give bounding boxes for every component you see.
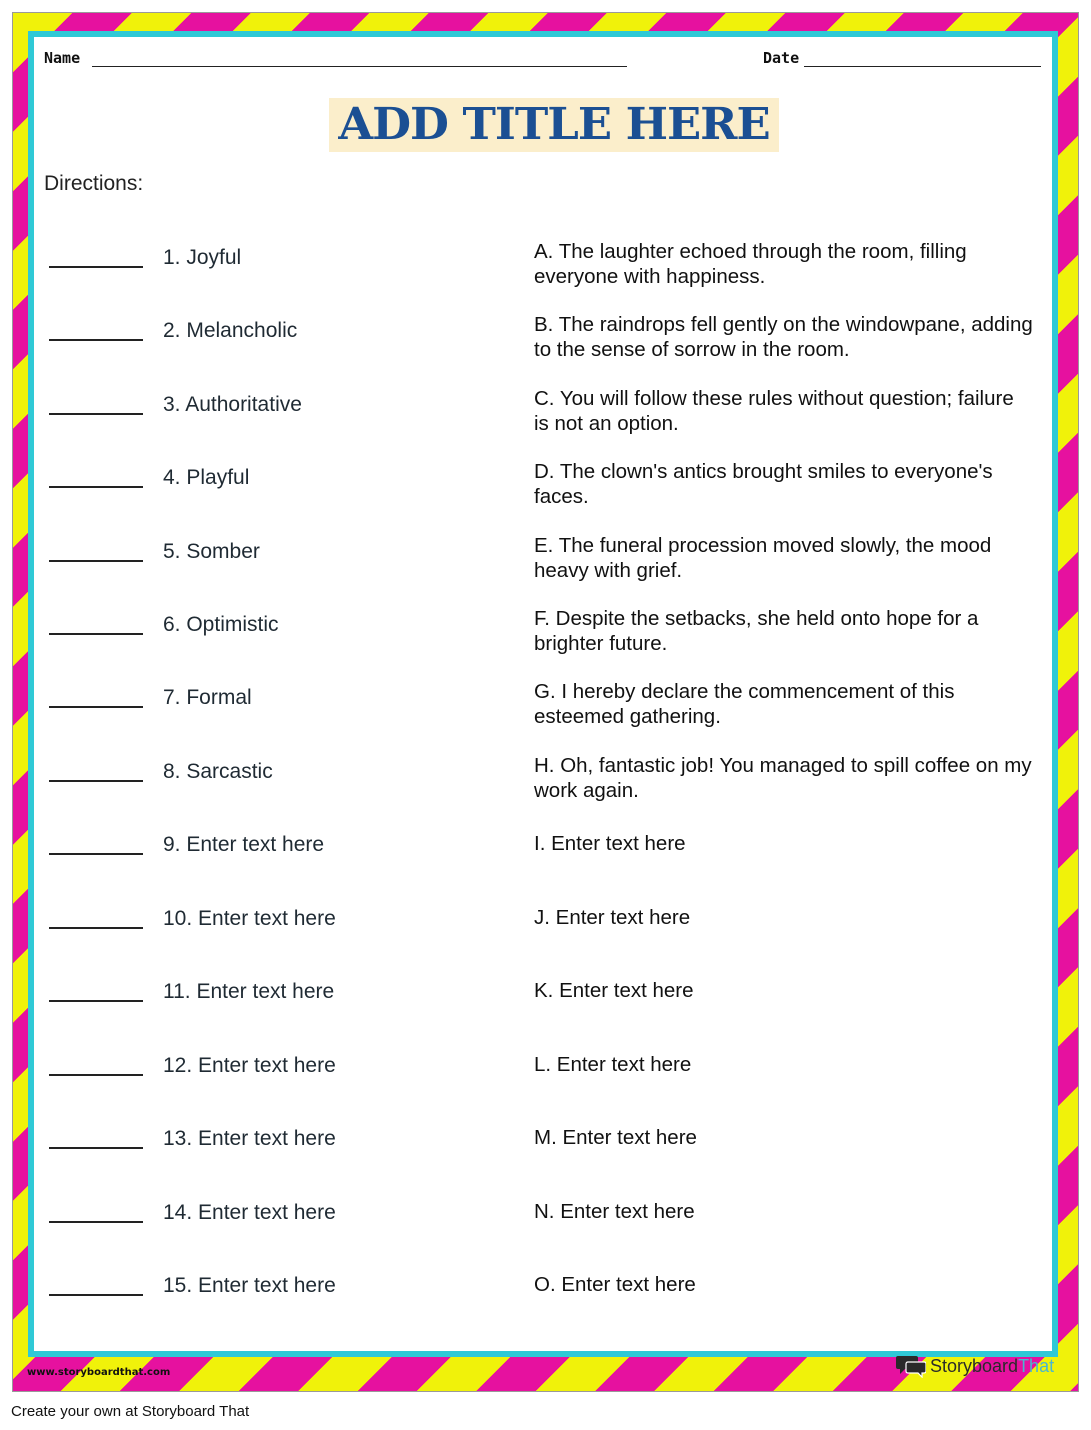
answer-blank[interactable] bbox=[49, 853, 143, 855]
term-label: 3. Authoritative bbox=[163, 393, 302, 416]
term-label: 8. Sarcastic bbox=[163, 760, 273, 783]
name-label: Name bbox=[44, 49, 81, 67]
description-text: M. Enter text here bbox=[534, 1126, 697, 1149]
list-item bbox=[0, 827, 1091, 887]
title-highlight bbox=[329, 98, 779, 152]
list-item bbox=[0, 313, 1091, 373]
list-item bbox=[0, 1048, 1091, 1108]
term-label: 6. Optimistic bbox=[163, 613, 279, 636]
term-label: 1. Joyful bbox=[163, 246, 242, 269]
list-item bbox=[0, 387, 1091, 447]
answer-blank[interactable] bbox=[49, 339, 143, 341]
term-label: 2. Melancholic bbox=[163, 319, 298, 342]
answer-blank[interactable] bbox=[49, 706, 143, 708]
create-your-own-caption: Create your own at Storyboard That bbox=[11, 1403, 250, 1420]
storyboardthat-logo bbox=[896, 1353, 1054, 1379]
description-text: O. Enter text here bbox=[534, 1273, 696, 1296]
list-item bbox=[0, 240, 1091, 300]
brand-text: Storyboard bbox=[930, 1355, 1019, 1376]
answer-blank[interactable] bbox=[49, 266, 143, 268]
answer-blank[interactable] bbox=[49, 1294, 143, 1296]
description-text: B. The raindrops fell gently on the windowpane, adding to the sense of sorrow in the room. bbox=[534, 313, 1033, 361]
description-text: E. The funeral procession moved slowly, the mood heavy with grief. bbox=[534, 534, 992, 582]
name-line bbox=[92, 66, 627, 67]
list-item bbox=[0, 680, 1091, 740]
term-label: 4. Playful bbox=[163, 466, 250, 489]
answer-blank[interactable] bbox=[49, 780, 143, 782]
speech-bubbles-icon bbox=[896, 1354, 926, 1378]
brand-text-accent: That bbox=[1018, 1355, 1055, 1376]
list-item bbox=[0, 1268, 1091, 1328]
answer-blank[interactable] bbox=[49, 927, 143, 929]
description-text: L. Enter text here bbox=[534, 1053, 692, 1076]
term-label: 13. Enter text here bbox=[163, 1127, 336, 1150]
list-item bbox=[0, 901, 1091, 961]
answer-blank[interactable] bbox=[49, 1147, 143, 1149]
list-item bbox=[0, 754, 1091, 814]
answer-blank[interactable] bbox=[49, 1221, 143, 1223]
list-item bbox=[0, 1195, 1091, 1255]
answer-blank[interactable] bbox=[49, 633, 143, 635]
term-label: 14. Enter text here bbox=[163, 1201, 336, 1224]
term-label: 11. Enter text here bbox=[163, 980, 335, 1003]
answer-blank[interactable] bbox=[49, 486, 143, 488]
description-text: K. Enter text here bbox=[534, 979, 694, 1002]
date-label: Date bbox=[763, 49, 800, 67]
list-item bbox=[0, 534, 1091, 594]
date-line bbox=[804, 66, 1041, 67]
description-text: H. Oh, fantastic job! You managed to spill coffee on my work again. bbox=[534, 754, 1032, 802]
term-label: 10. Enter text here bbox=[163, 907, 336, 930]
description-text: C. You will follow these rules without question; failure is not an option. bbox=[534, 387, 1014, 435]
term-label: 5. Somber bbox=[163, 540, 260, 563]
description-text: N. Enter text here bbox=[534, 1200, 695, 1223]
answer-blank[interactable] bbox=[49, 413, 143, 415]
description-text: A. The laughter echoed through the room, filling everyone with happiness. bbox=[534, 240, 967, 288]
term-label: 9. Enter text here bbox=[163, 833, 325, 856]
description-text: J. Enter text here bbox=[534, 906, 691, 929]
description-text: I. Enter text here bbox=[534, 832, 686, 855]
description-text: F. Despite the setbacks, she held onto hope for a brighter future. bbox=[534, 607, 979, 655]
footer-url: www.storyboardthat.com bbox=[27, 1367, 171, 1378]
term-label: 15. Enter text here bbox=[163, 1274, 336, 1297]
description-text: G. I hereby declare the commencement of this esteemed gathering. bbox=[534, 680, 955, 728]
term-label: 12. Enter text here bbox=[163, 1054, 336, 1077]
description-text: D. The clown's antics brought smiles to everyone's faces. bbox=[534, 460, 993, 508]
answer-blank[interactable] bbox=[49, 560, 143, 562]
worksheet-title: ADD TITLE HERE bbox=[338, 99, 770, 150]
term-label: 7. Formal bbox=[163, 686, 252, 709]
answer-blank[interactable] bbox=[49, 1000, 143, 1002]
list-item bbox=[0, 460, 1091, 520]
list-item bbox=[0, 607, 1091, 667]
list-item bbox=[0, 974, 1091, 1034]
directions-label: Directions: bbox=[44, 172, 144, 195]
list-item bbox=[0, 1121, 1091, 1181]
answer-blank[interactable] bbox=[49, 1074, 143, 1076]
